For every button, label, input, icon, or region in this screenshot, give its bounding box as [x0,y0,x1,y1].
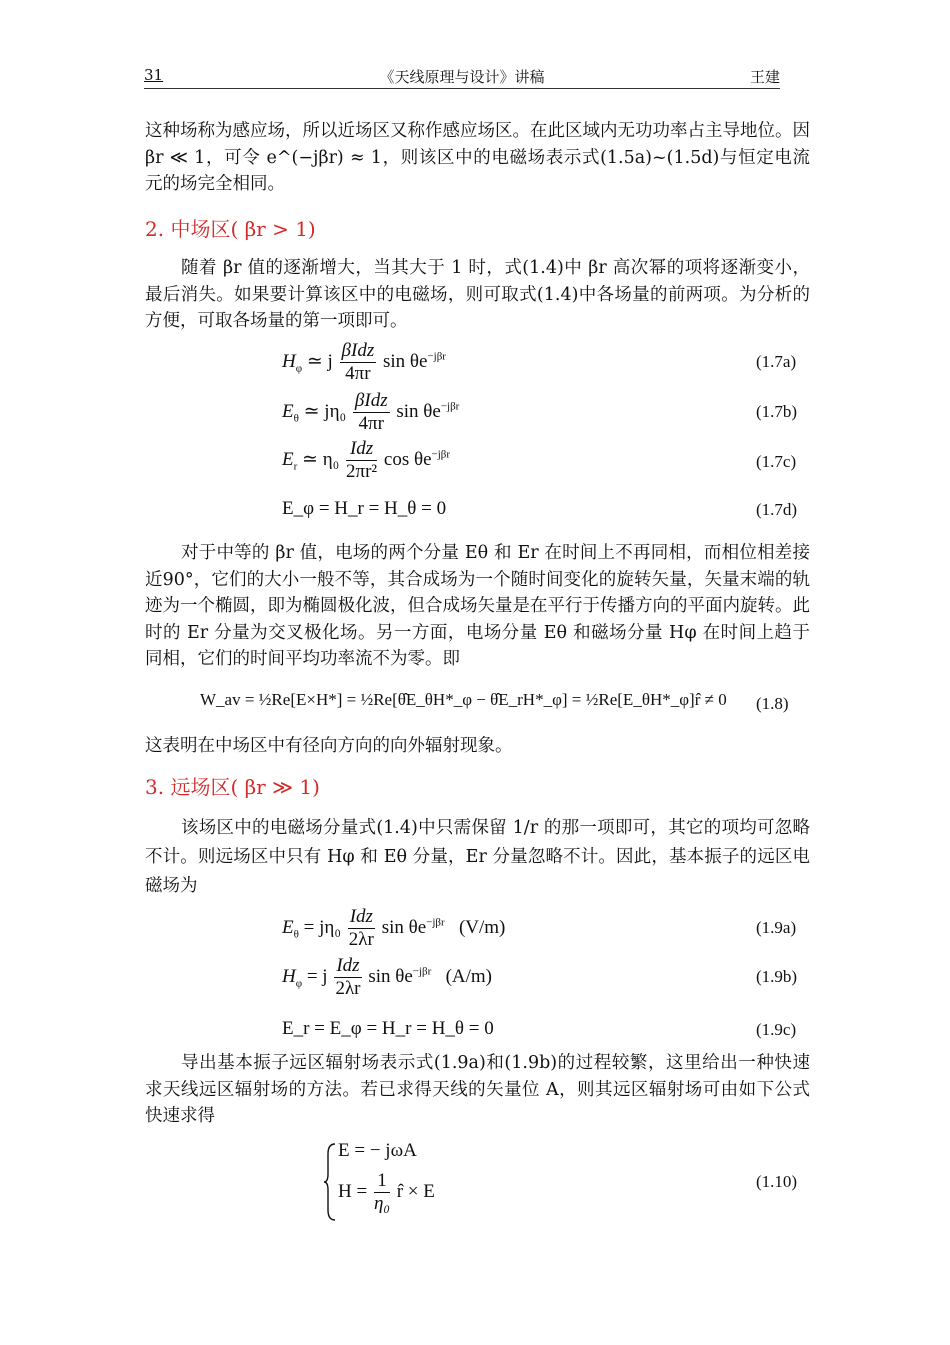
page-header [144,66,780,89]
equation-1-10-line1: E = − jωA [338,1140,417,1161]
running-title: 《天线原理与设计》讲稿 [379,68,545,86]
equation-1-9c: E_r = E_φ = H_r = H_θ = 0 [282,1018,494,1039]
equation-number-1-7b: (1.7b) [756,402,798,421]
equation-number-1-7c: (1.7c) [756,452,797,471]
equation-1-7b: $E_\theta$ ≃ jη₀ $\frac{\text{βIdz}}{4\pi r}$ $\sin \theta e^{-j\beta r}$ [282,390,460,434]
page-number: 31 [144,66,164,84]
left-brace-icon [323,1142,337,1222]
paragraph-vector-potential: 导出基本振子远区辐射场表示式(1.9a)和(1.9b)的过程较繁，这里给出一种快速求天线远区辐射场的方法。若已求得天线的矢量位 A，则其远区辐射场可由如下公式快速求得 [145,1053,810,1126]
section-heading-mid-field: 2. 中场区( βr > 1) [145,217,316,241]
equation-number-1-9b: (1.9b) [756,967,798,986]
equation-number-1-8: (1.8) [756,694,789,713]
equation-1-7a: $H_\varphi$ ≃ j $\frac{\text{βIdz}}{4\pi r}$ $\sin \theta e^{-j\beta r}$ [282,340,446,384]
equation-1-10-line2: H = $\frac{1}{\text{η₀}}$ r̂ × E [338,1170,435,1214]
equation-1-9a: $E_\theta = j\eta_0$ $\frac{\text{Idz}}{2\lambda r}$ $\sin \theta e^{-j\beta r}$ (V/m) [282,906,506,950]
equation-number-1-9a: (1.9a) [756,918,797,937]
paragraph-mid-field-intro: 随着 βr 值的逐渐增大，当其大于 1 时，式(1.4)中 βr 高次幂的项将逐渐变小，最后消失。如果要计算该区中的电磁场，则可取式(1.4)中各场量的前两项。为分析的方便，可取各场量的第一项即可。 [145,258,810,331]
equation-number-1-7a: (1.7a) [756,352,797,371]
equation-number-1-7d: (1.7d) [756,500,798,519]
paragraph-radiation-note: 这表明在中场区中有径向方向的向外辐射现象。 [145,736,513,756]
paragraph-mid-field-polarization: 对于中等的 βr 值，电场的两个分量 Eθ 和 Er 在时间上不再同相，而相位相差接近90°，它们的大小一般不等，其合成场为一个随时间变化的旋转矢量，矢量末端的轨迹为一个椭圆，即为椭圆极化波，但合成场矢量是在平行于传播方向的平面内旋转。此时的 Er 分量为交叉极化场。另一方面，电场分量 Eθ 和磁场分量 Hφ 在时间上趋于同相，它们的时间平均功率流不为零。即 [145,543,810,669]
equation-1-9b: $H_\varphi = j$ $\frac{\text{Idz}}{2\lambda r}$ $\sin \theta e^{-j\beta r}$ (A/m) [282,955,493,999]
paragraph-far-field-intro: 该场区中的电磁场分量式(1.4)中只需保留 1/r 的那一项即可，其它的项均可忽略不计。则远场区中只有 Hφ 和 Eθ 分量，Er 分量忽略不计。因此，基本振子的远区电磁场为 [145,818,810,896]
paragraph-near-field: 这种场称为感应场，所以近场区又称作感应场区。在此区域内无功功率占主导地位。因 βr ≪ 1，可令 e^(−jβr) ≈ 1，则该区中的电磁场表示式(1.5a)~(1.5d)与恒定电流元的场完全相同。 [145,121,810,194]
section-heading-far-field: 3. 远场区( βr ≫ 1) [145,775,320,799]
equation-1-7d: E_φ = H_r = H_θ = 0 [282,498,447,519]
author: 王建 [749,68,780,86]
equation-number-1-10: (1.10) [756,1172,798,1191]
equation-1-7c: $E_r$ ≃ η₀ $\frac{\text{Idz}}{\text{2πr²}}$ $\cos \theta e^{-j\beta r}$ [282,438,451,482]
equation-1-8: W_av = ½Re[E×H*] = ½Re[θ̂E_θH*_φ − θ̂E_rH*_φ] = ½Re[E_θH*_φ]r̂ ≠ 0 [200,690,727,709]
equation-number-1-9c: (1.9c) [756,1020,797,1039]
